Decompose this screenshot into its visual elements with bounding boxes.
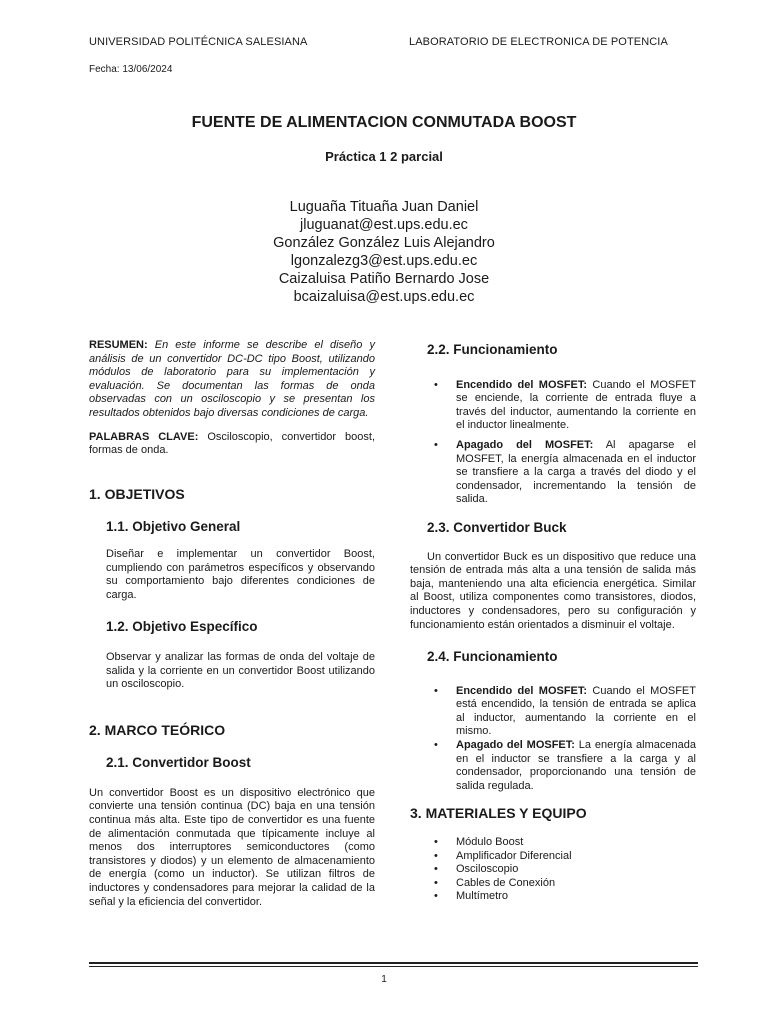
keywords-text: Osciloscopio, convertidor boost, formas de onda. [89, 430, 375, 457]
header-lab: LABORATORIO DE ELECTRONICA DE POTENCIA [409, 36, 668, 48]
paper-title: FUENTE DE ALIMENTACION CONMUTADA BOOST [191, 114, 577, 131]
section-2-4-list [410, 685, 696, 794]
author-email: bcaizaluisa@est.ups.edu.ec [293, 289, 475, 305]
section-1-2-heading: 1.2. Objetivo Específico [106, 619, 258, 635]
author-name: Luguaña Tituaña Juan Daniel [289, 199, 479, 215]
author-name: Caizaluisa Patiño Bernardo Jose [278, 271, 490, 287]
page-number: 1 [381, 974, 387, 985]
list-item: • Osciloscopio [410, 863, 696, 877]
list-item: • Módulo Boost [410, 836, 696, 850]
abstract [89, 339, 375, 421]
abstract-label: RESUMEN: [89, 339, 148, 351]
list-item: • Encendido del MOSFET: Cuando el MOSFET se enciende, la corriente de entrada fluye a través del inductor, aumentando la corriente en el inductor linealmente. [410, 379, 696, 433]
section-1-heading: 1. OBJETIVOS [89, 485, 185, 502]
date: Fecha: 13/06/2024 [89, 64, 173, 75]
section-2-3-heading: 2.3. Convertidor Buck [427, 519, 567, 535]
author-email: jluguanat@est.ups.edu.ec [300, 217, 468, 233]
section-2-2-heading: 2.2. Funcionamiento [427, 342, 558, 357]
section-1-2-text: Observar y analizar las formas de onda del voltaje de salida y la corriente en un convertidor Boost utilizando un osciloscopio. [106, 650, 375, 691]
footer-divider-thin [89, 966, 698, 967]
list-item: • Apagado del MOSFET: Al apagarse el MOSFET, la energía almacenada en el inductor se transfiere a la carga a través del diodo y el condensador, incrementando la tensión de salida. [410, 439, 696, 507]
left-column [89, 334, 375, 909]
author-email: lgonzalezg3@est.ups.edu.ec [290, 253, 478, 269]
section-2-1-text: Un convertidor Boost es un dispositivo electrónico que convierte una tensión continua (DC) baja en una tensión continua más alta. Este tipo de convertidor es una fuente de alimentación conmutada que típicamente incluye al menos dos interruptores semiconductores (como transistores y diodos) y un elemento de almacenamiento de energía (como un inductor). Se utilizan filtros de inductores y condensadores para mejorar la calidad de la señal y la eficiencia del convertidor. [89, 786, 375, 908]
list-item: • Multímetro [410, 890, 696, 904]
list-item: • Cables de Conexión [410, 877, 696, 891]
list-item: • Amplificador Diferencial [410, 850, 696, 864]
right-column [410, 334, 696, 904]
section-1-1-text: Diseñar e implementar un convertidor Boost, cumpliendo con parámetros específicos y observando su comportamiento bajo diferentes condiciones de carga. [106, 547, 375, 601]
list-item: • Apagado del MOSFET: La energía almacenada en el inductor se transfiere a la carga y al condensador, proporcionando una tensión de salida regulada. [410, 739, 696, 793]
keywords [89, 431, 375, 458]
paper-subtitle: Práctica 1 2 parcial [325, 149, 443, 164]
section-2-heading: 2. MARCO TEÓRICO [89, 721, 226, 738]
section-2-4-heading: 2.4. Funcionamiento [427, 649, 558, 665]
abstract-text: En este informe se describe el diseño y análisis de un convertidor DC-DC tipo Boost, utilizando módulos de laboratorio para su implementación y evaluación. Se documentan las formas de onda observadas con un osciloscopio y se presentan los resultados obtenidos bajo diversas condiciones de carga. [89, 339, 375, 419]
footer-divider [89, 962, 698, 964]
header-university: UNIVERSIDAD POLITÉCNICA SALESIANA [89, 36, 308, 48]
list-item: • Encendido del MOSFET: Cuando el MOSFET está encendido, la tensión de entrada se aplica al inductor, aumentando la corriente en el mismo. [410, 685, 696, 739]
keywords-label: PALABRAS CLAVE: [89, 430, 199, 443]
section-2-2-list [410, 379, 696, 507]
section-2-1-heading: 2.1. Convertidor Boost [106, 755, 251, 771]
section-3-heading: 3. MATERIALES Y EQUIPO [410, 805, 587, 822]
author-block [0, 198, 768, 306]
materials-list [410, 836, 696, 904]
section-2-3-text: Un convertidor Buck es un dispositivo que reduce una tensión de entrada más alta a una tensión de salida más baja, manteniendo una alta eficiencia energética. Similar al Boost, utiliza componentes como transistores, diodos, inductores y condensadores, pero su configuración y funcionamiento están orientados a disminuir el voltaje. [410, 550, 696, 631]
section-1-1-heading: 1.1. Objetivo General [106, 519, 241, 535]
author-name: González González Luis Alejandro [273, 235, 495, 251]
